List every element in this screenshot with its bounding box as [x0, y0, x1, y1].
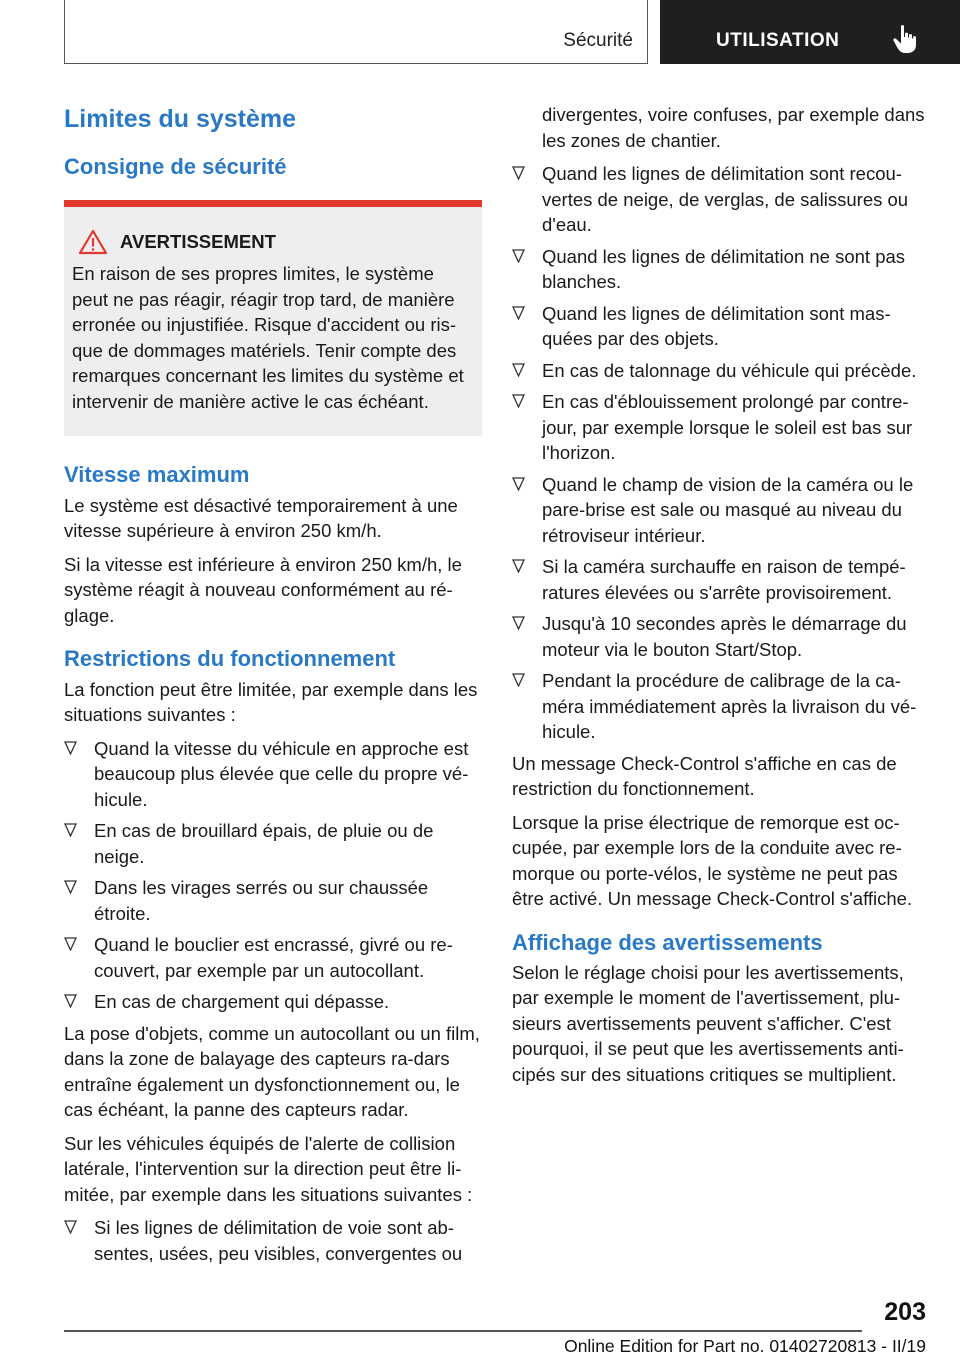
triangle-bullet-icon	[64, 741, 77, 755]
warnings-display-heading: Affichage des avertissements	[512, 929, 823, 955]
speed-paragraph-1: Le système est désactivé temporairement à une vitesse supérieure à environ 250 km/h.	[64, 494, 458, 542]
continued-item: divergentes, voire confuses, par exemple dans les zones de chantier.	[542, 104, 925, 151]
list-item: En cas de talonnage du véhicule qui précède.	[512, 358, 928, 384]
trailer-paragraph: Lorsque la prise électrique de remorque est oc‐cupée, par exemple lors de la conduite avec re‐morque ou porte-vélos, le système ne peut pas être activé. Un message Check-Control s'affiche.	[512, 811, 913, 909]
triangle-bullet-icon	[512, 166, 525, 180]
vehicle-list	[64, 1215, 482, 1266]
footer-edition: Online Edition for Part no. 01402720813 - II/19	[564, 1336, 926, 1356]
footer-divider	[64, 1330, 862, 1332]
conditions-list	[512, 161, 928, 745]
triangle-bullet-icon	[512, 673, 525, 687]
vehicle-paragraph: Sur les véhicules équipés de l'alerte de collision latérale, l'intervention sur la direction peut être li‐mitée, par exemple dans les situations suivantes :	[64, 1132, 473, 1205]
list-item: Jusqu'à 10 secondes après le démarrage du moteur via le bouton Start/Stop.	[512, 611, 928, 662]
list-item: En cas de chargement qui dépasse.	[64, 989, 482, 1015]
list-item: En cas de brouillard épais, de pluie ou de neige.	[64, 818, 482, 869]
warning-text: En raison de ses propres limites, le système peut ne pas réagir, réagir trop tard, de manière erronée ou injustifiée. Risque d'accident ou ris‐que de dommages matériels. Tenir compte des remarques concernant les limites du système et intervenir de manière active le cas échéant.	[72, 263, 464, 412]
pose-paragraph: La pose d'objets, comme un autocollant ou un film, dans la zone de balayage des capteurs ra‐dars entraîne également un dysfonctionnement ou, le cas échéant, la panne des capteurs radar.	[64, 1022, 480, 1121]
warning-box	[64, 200, 482, 436]
list-item: Dans les virages serrés ou sur chaussée étroite.	[64, 875, 482, 926]
speed-paragraph-2: Si la vitesse est inférieure à environ 250 km/h, le système réagit à nouveau conformément au ré‐glage.	[64, 553, 462, 626]
triangle-bullet-icon	[512, 559, 525, 573]
list-item: Si les lignes de délimitation de voie sont ab‐sentes, usées, peu visibles, convergentes ou	[64, 1215, 482, 1266]
header-chapter-title: UTILISATION	[716, 30, 840, 51]
triangle-bullet-icon	[64, 880, 77, 894]
page-number: 203	[884, 1298, 926, 1326]
triangle-bullet-icon	[64, 937, 77, 951]
triangle-bullet-icon	[512, 363, 525, 377]
list-item: Quand les lignes de délimitation sont recou‐vertes de neige, de verglas, de salissures ou d'eau.	[512, 161, 928, 238]
list-item: Pendant la procédure de calibrage de la ca‐méra immédiatement après la livraison du vé‐hicule.	[512, 668, 928, 745]
pointing-hand-icon	[892, 24, 920, 54]
safety-subtitle: Consigne de sécurité	[64, 154, 287, 179]
right-column	[512, 102, 928, 1095]
header-chapter-tab	[660, 0, 960, 64]
list-item: Quand les lignes de délimitation sont mas‐quées par des objets.	[512, 301, 928, 352]
speed-heading: Vitesse maximum	[64, 462, 250, 488]
restrictions-heading: Restrictions du fonctionnement	[64, 646, 396, 672]
restrictions-list	[64, 736, 482, 1015]
left-column	[64, 100, 482, 1272]
page-title: Limites du système	[64, 105, 297, 133]
triangle-bullet-icon	[64, 823, 77, 837]
header-section-box	[64, 0, 648, 64]
triangle-bullet-icon	[512, 477, 525, 491]
triangle-bullet-icon	[512, 249, 525, 263]
list-item: Si la caméra surchauffe en raison de tempé‐ratures élevées ou s'arrête provisoirement.	[512, 554, 928, 605]
warnings-display-paragraph: Selon le réglage choisi pour les avertissements, par exemple le moment de l'avertissement, plu‐sieurs avertissements peuvent s'afficher. C'est pourquoi, il se peut que les avertissements anti‐cipés sur des situations critiques se multiplient.	[512, 961, 904, 1085]
warning-heading-label: AVERTISSEMENT	[120, 231, 276, 253]
list-item: Quand le champ de vision de la caméra ou le pare-brise est sale ou masqué au niveau du rétroviseur intérieur.	[512, 472, 928, 549]
triangle-bullet-icon	[512, 616, 525, 630]
warning-heading	[72, 229, 474, 255]
list-item: Quand les lignes de délimitation ne sont pas blanches.	[512, 244, 928, 295]
check-control-paragraph: Un message Check-Control s'affiche en cas de restriction du fonctionnement.	[512, 752, 897, 799]
triangle-bullet-icon	[64, 994, 77, 1008]
triangle-bullet-icon	[64, 1220, 77, 1234]
list-item: Quand le bouclier est encrassé, givré ou re‐couvert, par exemple par un autocollant.	[64, 932, 482, 983]
list-item: Quand la vitesse du véhicule en approche est beaucoup plus élevée que celle du propre vé‐hicule.	[64, 736, 482, 813]
triangle-bullet-icon	[512, 394, 525, 408]
warning-triangle-icon	[78, 229, 108, 255]
triangle-bullet-icon	[512, 306, 525, 320]
list-item: En cas d'éblouissement prolongé par contre‐jour, par exemple lorsque le soleil est bas sur l'horizon.	[512, 389, 928, 466]
restrictions-intro: La fonction peut être limitée, par exemple dans les situations suivantes :	[64, 678, 478, 726]
header-section-title: Sécurité	[563, 30, 633, 51]
